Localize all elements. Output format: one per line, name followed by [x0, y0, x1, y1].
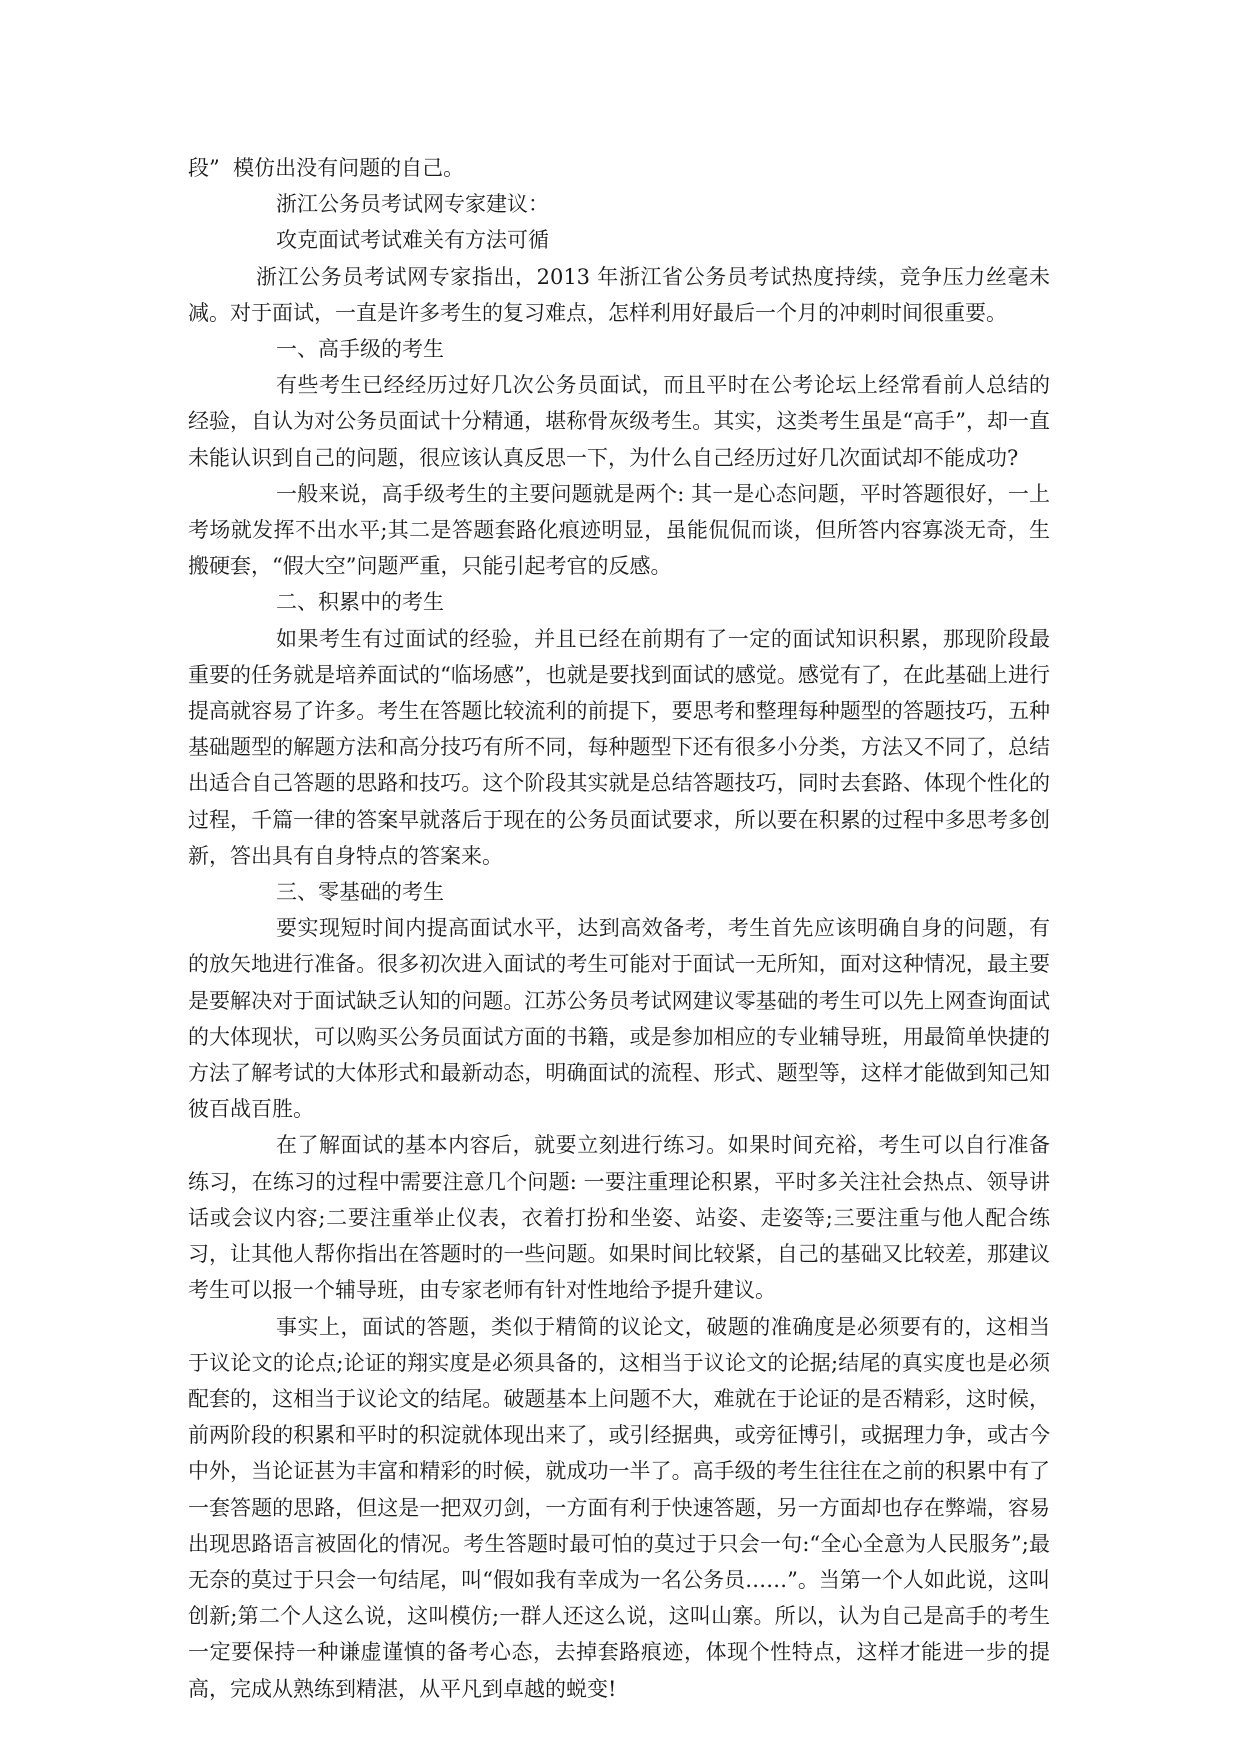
section-1-title: 一、高手级的考生	[276, 337, 444, 362]
intro-paragraph: 浙江公务员考试网专家指出，2013 年浙江省公务员考试热度持续，竞争压力丝毫未减。对于面试，一直是许多考生的复习难点，怎样利用好最后一个月的冲刺时间很重要。	[188, 264, 1050, 325]
section-2-paragraph-1: 如果考生有过面试的经验，并且已经在前期有了一定的面试知识积累，那现阶段最重要的任务就是培养面试的“临场感”，也就是要找到面试的感觉。感觉有了，在此基础上进行提高就容易了许多。考生在答题比较流利的前提下，要思考和整理每种题型的答题技巧，五种基础题型的解题方法和高分技巧有所不同，每种题型下还有很多小分类，方法又不同了，总结出适合自己答题的思路和技巧。这个阶段其实就是总结答题技巧，同时去套路、体现个性化的过程，千篇一律的答案早就落后于现在的公务员面试要求，所以要在积累的过程中多思考多创新，答出具有自身特点的答案来。	[188, 626, 1050, 868]
section-1-paragraph-2: 一般来说，高手级考生的主要问题就是两个: 其一是心态问题，平时答题很好，一上考场就发挥不出水平;其二是答题套路化痕迹明显，虽能侃侃而谈，但所答内容寡淡无奇，生搬硬套，“假大空”问题严重，只能引起考官的反感。	[188, 481, 1050, 579]
section-2-title: 二、积累中的考生	[276, 590, 444, 615]
section-3-paragraph-3: 事实上，面试的答题，类似于精简的议论文，破题的准确度是必须要有的，这相当于议论文的论点;论证的翔实度是必须具备的，这相当于议论文的论据;结尾的真实度也是必须配套的，这相当于议论文的结尾。破题基本上问题不大，难就在于论证的是否精彩，这时候，前两阶段的积累和平时的积淀就体现出来了，或引经据典，或旁征博引，或据理力争，或古今中外，当论证甚为丰富和精彩的时候，就成功一半了。高手级的考生往往在之前的积累中有了一套答题的思路，但这是一把双刃剑，一方面有利于快速答题，另一方面却也存在弊端，容易出现思路语言被固化的情况。考生答题时最可怕的莫过于只会一句:“全心全意为人民服务”;最无奈的莫过于只会一句结尾，叫“假如我有幸成为一名公务员……”。当第一个人如此说，这叫创新;第二个人这么说，这叫模仿;一群人还这么说，这叫山寨。所以，认为自己是高手的考生一定要保持一种谦虚谨慎的备考心态，去掉套路痕迹，体现个性特点，这样才能进一步的提高，完成从熟练到精湛，从平凡到卓越的蜕变!	[188, 1314, 1050, 1701]
document-page	[188, 150, 1050, 1707]
section-3-paragraph-1: 要实现短时间内提高面试水平，达到高效备考，考生首先应该明确自身的问题，有的放矢地进行准备。很多初次进入面试的考生可能对于面试一无所知，面对这种情况，最主要是要解决对于面试缺乏认知的问题。江苏公务员考试网建议零基础的考生可以先上网查询面试的大体现状，可以购买公务员面试方面的书籍，或是参加相应的专业辅导班，用最简单快捷的方法了解考试的大体形式和最新动态，明确面试的流程、形式、题型等，这样才能做到知己知彼百战百胜。	[188, 916, 1050, 1122]
section-1-paragraph-1: 有些考生已经经历过好几次公务员面试，而且平时在公考论坛上经常看前人总结的经验，自认为对公务员面试十分精通，堪称骨灰级考生。其实，这类考生虽是“高手”，却一直未能认识到自己的问题，很应该认真反思一下，为什么自己经历过好几次面试却不能成功?	[188, 373, 1050, 470]
headline-expert-advice: 浙江公务员考试网专家建议：	[276, 192, 549, 217]
section-3-paragraph-2: 在了解面试的基本内容后，就要立刻进行练习。如果时间充裕，考生可以自行准备练习，在练习的过程中需要注意几个问题: 一要注重理论积累，平时多关注社会热点、领导讲话或会议内容;二要注重举止仪表，衣着打扮和坐姿、站姿、走姿等;三要注重与他人配合练习，让其他人帮你指出在答题时的一些问题。如果时间比较紧，自己的基础又比较差，那建议考生可以报一个辅导班，由专家老师有针对性地给予提升建议。	[188, 1133, 1050, 1303]
opening-line: 段” 模仿出没有问题的自己。	[188, 156, 465, 180]
headline-interview-method: 攻克面试考试难关有方法可循	[276, 228, 549, 253]
section-3-title: 三、零基础的考生	[276, 880, 444, 905]
